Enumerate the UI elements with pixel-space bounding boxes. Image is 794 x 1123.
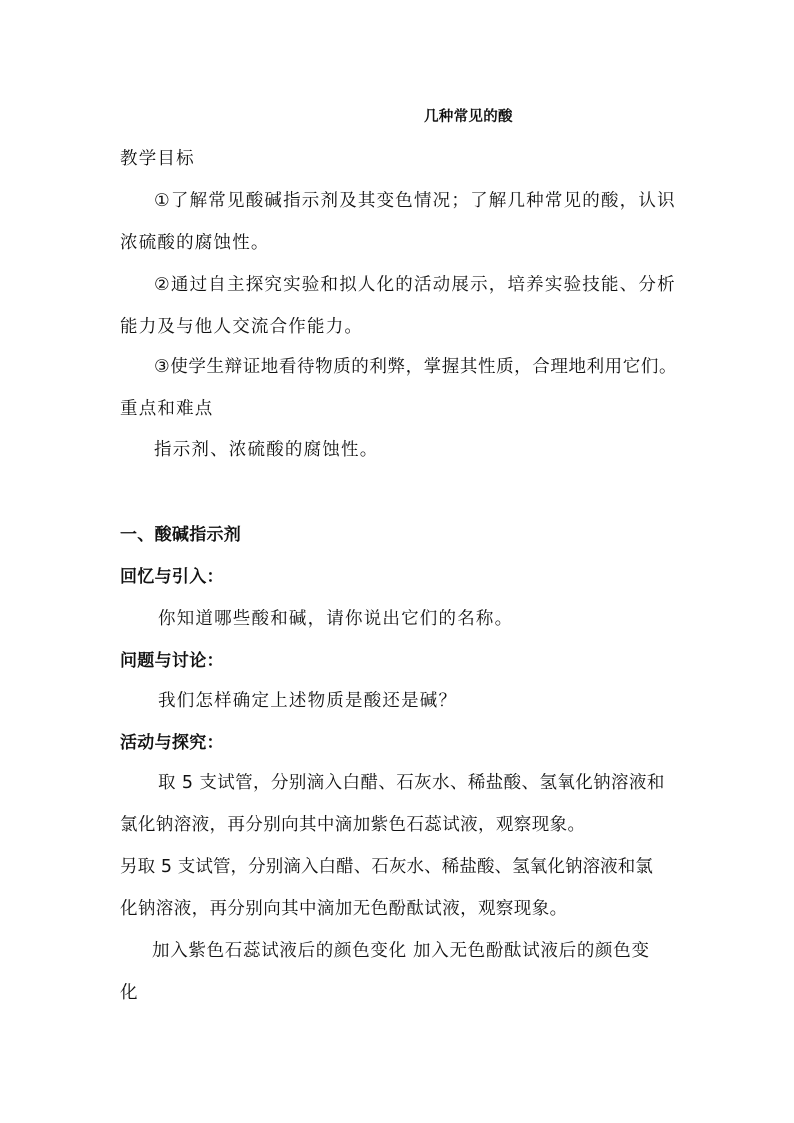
objective-1-line-2: 浓硫酸的腐蚀性。 <box>120 233 270 253</box>
question-text: 我们怎样确定上述物质是酸还是碱？ <box>158 691 458 711</box>
table-header-line-1: 加入紫色石蕊试液后的颜色变化 加入无色酚酞试液后的颜色变 <box>152 941 650 961</box>
activity-heading: 活动与探究： <box>120 733 224 753</box>
objective-2-line-2: 能力及与他人交流合作能力。 <box>120 317 364 337</box>
activity-1-line-2: 氯化钠溶液，再分别向其中滴加紫色石蕊试液，观察现象。 <box>120 815 586 835</box>
activity-2-line-2: 化钠溶液，再分别向其中滴加无色酚酞试液，观察现象。 <box>120 899 568 919</box>
key-points-text: 指示剂、浓硫酸的腐蚀性。 <box>154 440 379 460</box>
recall-text: 你知道哪些酸和碱，请你说出它们的名称。 <box>158 609 514 629</box>
table-header-line-2: 化 <box>120 983 139 1003</box>
page-title: 几种常见的酸 <box>424 109 513 125</box>
activity-1-line-1: 取 5 支试管，分别滴入白醋、石灰水、稀盐酸、氢氧化钠溶液和 <box>158 773 665 793</box>
objective-1-line-1: ①了解常见酸碱指示剂及其变色情况；了解几种常见的酸，认识 <box>154 191 676 211</box>
question-heading: 问题与讨论： <box>120 651 224 671</box>
objective-3-line-1: ③使学生辩证地看待物质的利弊，掌握其性质，合理地利用它们。 <box>154 357 678 377</box>
objective-2-line-1: ②通过自主探究实验和拟人化的活动展示，培养实验技能、分析 <box>154 275 676 295</box>
key-points-heading: 重点和难点 <box>120 399 214 419</box>
objectives-heading: 教学目标 <box>120 149 195 169</box>
recall-heading: 回忆与引入： <box>120 567 224 587</box>
section-1-heading: 一、酸碱指示剂 <box>120 525 242 545</box>
activity-2-line-1: 另取 5 支试管，分别滴入白醋、石灰水、稀盐酸、氢氧化钠溶液和氯 <box>120 857 653 877</box>
